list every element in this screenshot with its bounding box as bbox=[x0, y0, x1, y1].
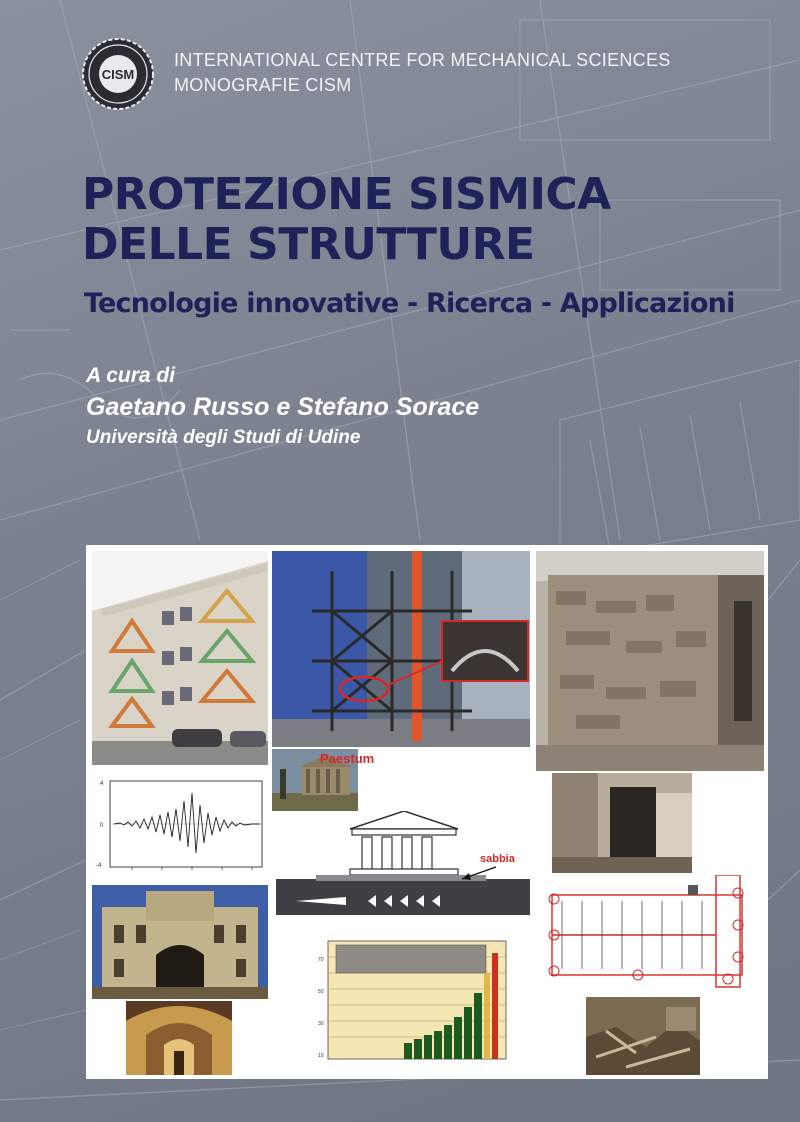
series-line-2: MONOGRAFIE CISM bbox=[174, 75, 352, 95]
plot-accelerogram bbox=[92, 771, 268, 883]
sabbia-label: sabbia bbox=[480, 853, 515, 865]
edited-by-label: A cura di bbox=[86, 364, 176, 387]
photo-masonry-wall bbox=[536, 551, 764, 771]
photo-collage bbox=[86, 545, 768, 1079]
photo-church-interior bbox=[126, 1001, 232, 1075]
svg-text:50: 50 bbox=[318, 989, 324, 995]
credits bbox=[86, 362, 479, 452]
svg-text:4: 4 bbox=[100, 781, 104, 787]
photo-building-facade bbox=[92, 551, 268, 765]
photo-rubble bbox=[586, 997, 700, 1075]
diagram-floor-plan bbox=[538, 875, 764, 995]
book-title bbox=[82, 170, 611, 270]
svg-text:-4: -4 bbox=[96, 863, 102, 869]
svg-text:0: 0 bbox=[100, 823, 104, 829]
svg-text:70: 70 bbox=[318, 957, 324, 963]
photo-church-facade bbox=[92, 885, 268, 999]
affiliation: Università degli Studi di Udine bbox=[86, 427, 361, 448]
paestum-label: Paestum bbox=[320, 751, 375, 766]
svg-text:30: 30 bbox=[318, 1021, 324, 1027]
title-line-2: DELLE STRUTTURE bbox=[82, 219, 535, 270]
svg-text:10: 10 bbox=[318, 1053, 324, 1059]
authors: Gaetano Russo e Stefano Sorace bbox=[86, 393, 480, 421]
title-line-1: PROTEZIONE SISMICA bbox=[82, 169, 611, 220]
cism-logo bbox=[80, 36, 156, 112]
series-line-1: INTERNATIONAL CENTRE FOR MECHANICAL SCIENCES bbox=[174, 50, 671, 70]
logo-text: CISM bbox=[101, 67, 135, 82]
photo-interior-room bbox=[552, 773, 692, 873]
photo-lab-test-frame bbox=[272, 551, 530, 747]
book-subtitle: Tecnologie innovative - Ricerca - Applicazioni bbox=[84, 288, 735, 319]
chart-histogram bbox=[314, 937, 514, 1075]
series-header bbox=[174, 48, 671, 98]
